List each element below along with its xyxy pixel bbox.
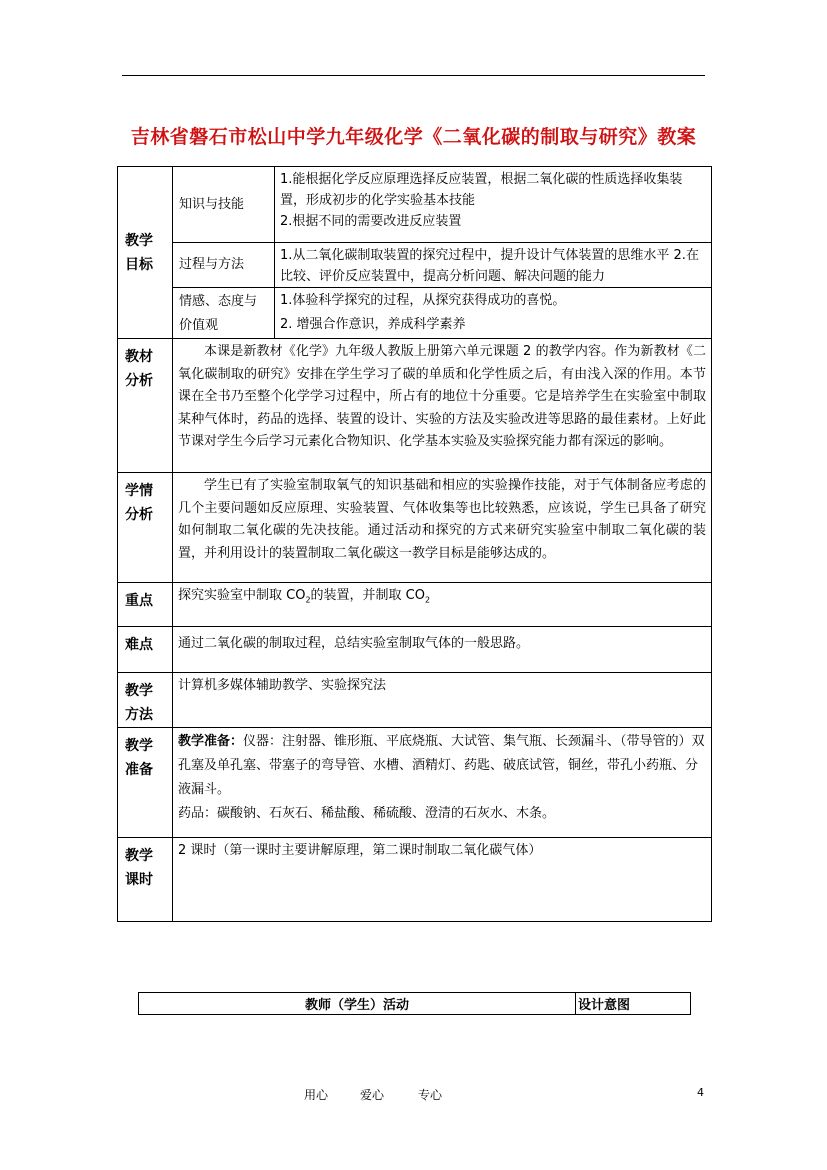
difficulty-label: 难点 <box>118 627 173 673</box>
textbook-label-text: 教材分析 <box>125 349 153 389</box>
students-row <box>118 473 712 583</box>
objective-line: 1.能根据化学反应原理选择反应装置，根据二氧化碳的性质选择收集装置，形成初步的化学实验基本技能 <box>280 172 683 208</box>
objective-row-knowledge <box>118 167 712 243</box>
keypoint-text: 的装置，并制取 CO <box>310 588 425 603</box>
objective-sub-label <box>173 288 275 339</box>
lesson-plan-table <box>117 166 712 922</box>
difficulty-content: 通过二氧化碳的制取过程，总结实验室制取气体的一般思路。 <box>173 627 712 673</box>
objective-content <box>275 288 712 339</box>
objective-content <box>275 167 712 243</box>
page-number: 4 <box>697 1086 704 1099</box>
objective-sub-label-text: 情感、态度与价值观 <box>179 294 258 333</box>
hours-content: 2 课时（第一课时主要讲解原理，第二课时制取二氧化碳气体） <box>173 838 712 922</box>
keypoint-row <box>118 583 712 627</box>
preparation-row <box>118 728 712 838</box>
method-label-text: 教学方法 <box>125 683 153 723</box>
objective-content <box>275 243 712 288</box>
keypoint-content <box>173 583 712 627</box>
preparation-label-text: 教学准备 <box>125 738 153 778</box>
method-label <box>118 673 173 728</box>
objectives-label-text: 教学目标 <box>125 232 153 273</box>
keypoint-subscript: 2 <box>305 595 311 605</box>
textbook-row <box>118 339 712 473</box>
keypoint-label: 重点 <box>118 583 173 627</box>
footer-item: 专心 <box>418 1088 443 1102</box>
objective-line: 1.体验科学探究的过程，从探究获得成功的喜悦。 <box>280 293 566 308</box>
preparation-instruments-text: 仪器：注射器、锥形瓶、平底烧瓶、大试管、集气瓶、长颈漏斗、（带导管的）双孔塞及单孔塞、带塞子的弯导管、水槽、酒精灯、药匙、破底试管，铜丝，带孔小药瓶、分液漏斗。 <box>178 734 705 797</box>
textbook-analysis: 本课是新教材《化学》九年级人教版上册第六单元课题 2 的教学内容。作为新教材《二氧化碳制取的研究》安排在学生学习了碳的单质和化学性质之后，有由浅入深的作用。本节课在全书乃至整个化学学习过程中，所占有的地位十分重要。它是培养学生在实验室中制取某种气体时，药品的选择、装置的设计、实验的方法及实验改进等思路的最佳素材。上好此节课对学生今后学习元素化合物知识、化学基本实验及实验探究能力都有深远的影响。 <box>173 339 712 473</box>
textbook-label <box>118 339 173 473</box>
method-content: 计算机多媒体辅助教学、实验探究法 <box>173 673 712 728</box>
students-label-text: 学情分析 <box>125 483 153 523</box>
hours-label <box>118 838 173 922</box>
preparation-lead: 教学准备： <box>178 734 244 749</box>
objective-line: 1.从二氧化碳制取装置的探究过程中，提升设计气体装置的思维水平 2.在比较、评价反应装置中，提高分析问题、解决问题的能力 <box>280 248 699 284</box>
keypoint-subscript: 2 <box>425 595 431 605</box>
method-row <box>118 673 712 728</box>
page-title: 吉林省磐石市松山中学九年级化学《二氧化碳的制取与研究》教案 <box>130 126 697 148</box>
objective-line: 2.根据不同的需要改进反应装置 <box>280 214 462 229</box>
footer-item: 用心 <box>304 1088 329 1102</box>
activity-table <box>138 992 691 1015</box>
students-analysis: 学生已有了实验室制取氧气的知识基础和相应的实验操作技能，对于气体制备应考虑的几个主要问题如反应原理、实验装置、气体收集等也比较熟悉，应该说，学生已具备了研究如何制取二氧化碳的先决技能。通过活动和探究的方式来研究实验室中制取二氧化碳的装置，并利用设计的装置制取二氧化碳这一教学目标是能够达成的。 <box>173 473 712 583</box>
header-rule <box>122 75 705 76</box>
preparation-content <box>173 728 712 838</box>
hours-label-text: 教学课时 <box>125 848 153 888</box>
intent-col-header: 设计意图 <box>576 993 691 1015</box>
activity-header-row <box>139 993 691 1015</box>
preparation-instruments <box>178 730 706 802</box>
activity-col-header: 教师（学生）活动 <box>139 993 576 1015</box>
objective-line: 2. 增强合作意识，养成科学素养 <box>280 317 466 332</box>
objective-row-process <box>118 243 712 288</box>
hours-row <box>118 838 712 922</box>
preparation-label <box>118 728 173 838</box>
footer-item: 爱心 <box>360 1088 385 1102</box>
objectives-label <box>118 167 173 339</box>
objective-row-attitude <box>118 288 712 339</box>
preparation-chemicals: 药品：碳酸钠、石灰石、稀盐酸、稀硫酸、澄清的石灰水、木条。 <box>178 806 556 821</box>
students-label <box>118 473 173 583</box>
keypoint-text: 探究实验室中制取 CO <box>178 588 306 603</box>
objective-sub-label: 过程与方法 <box>173 243 275 288</box>
difficulty-row <box>118 627 712 673</box>
objective-sub-label: 知识与技能 <box>173 167 275 243</box>
